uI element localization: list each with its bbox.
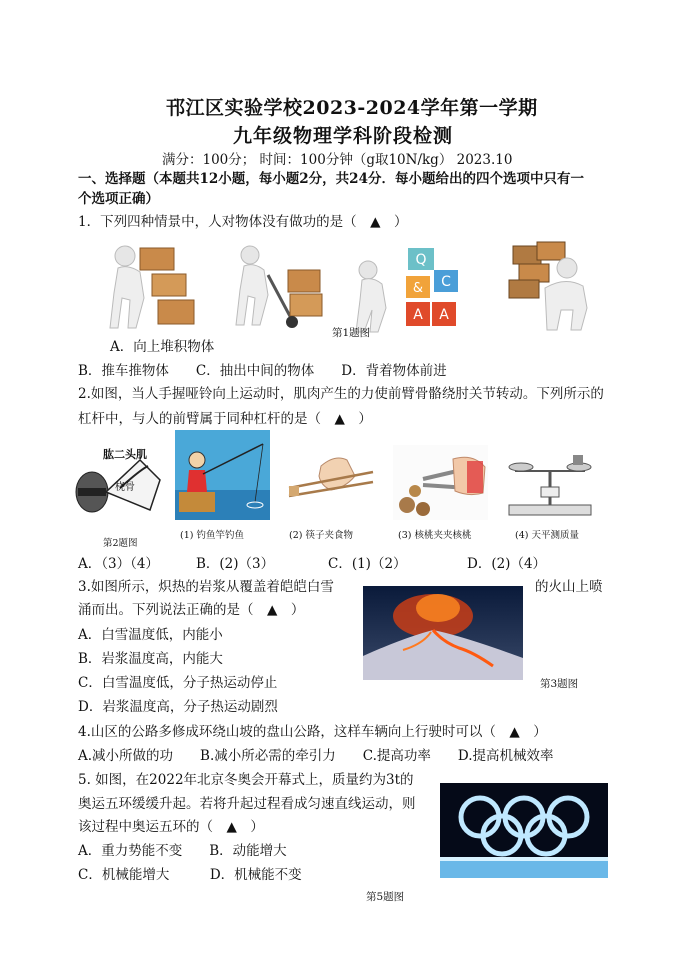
q2-label-bone: 桡骨 <box>115 482 135 493</box>
q3-option-b: B．岩浆温度高，内能大 <box>78 651 223 667</box>
exam-title: 邗江区实验学校2023-2024学年第一学期 <box>166 97 538 119</box>
q1-options-bcd: B．推车推物体 C．抽出中间的物体 D．背着物体前进 <box>78 363 447 379</box>
q3-option-c: C．白雪温度低，分子热运动停止 <box>78 675 278 691</box>
q1-image-letter-blocks <box>350 240 460 335</box>
q5-stem-line2: 奥运五环缓缓升起。若将升起过程看成匀速直线运动，则 <box>78 796 416 812</box>
q5-stem-line3: 该过程中奥运五环的（ ▲ ） <box>78 819 264 835</box>
q1-image-stacking-boxes <box>100 238 205 333</box>
q1-block-letter-4: A <box>413 307 423 323</box>
q2-option-b: B．(2)（3） <box>196 556 275 572</box>
q5-image-olympic-rings <box>440 783 608 878</box>
q2-figure-caption: 第2题图 <box>103 538 138 549</box>
q2-label-muscle: 肱二头肌 <box>103 448 147 461</box>
q2-image-chopsticks <box>285 446 375 516</box>
q1-option-a: A．向上堆积物体 <box>110 339 215 355</box>
q1-image-hand-truck <box>230 240 330 330</box>
q5-options-line1: A．重力势能不变 B．动能增大 <box>78 843 287 859</box>
q2-stem-line1: 2.如图，当人手握哑铃向上运动时，肌肉产生的力使前臂骨骼绕肘关节转动。下列所示的 <box>78 386 604 402</box>
q4-stem: 4.山区的公路多修成环绕山坡的盘山公路，这样车辆向上行驶时可以（ ▲ ） <box>78 724 547 740</box>
q2-option-d: D．(2)（4） <box>467 556 547 572</box>
q3-figure-caption: 第3题图 <box>540 678 579 690</box>
q3-stem-line1b: 的火山上喷 <box>535 579 603 595</box>
section-heading-line1: 一、选择题（本题共12小题，每小题2分，共24分．每小题给出的四个选项中只有一 <box>78 171 584 187</box>
q2-caption-3: (3) 核桃夹夹核桃 <box>398 530 472 541</box>
q2-image-fishing-rod <box>175 430 270 520</box>
q1-block-letter-2: C <box>441 274 451 290</box>
q1-figure-caption: 第1题图 <box>332 327 371 339</box>
q2-option-c: C．(1)（2） <box>328 556 407 572</box>
exam-meta: 满分：100分； 时间：100分钟（g取10N/kg） 2023.10 <box>162 152 513 168</box>
q1-block-letter-5: A <box>439 307 449 323</box>
q3-stem-line1a: 3.如图所示，炽热的岩浆从覆盖着皑皑白雪 <box>78 579 334 595</box>
q3-option-d: D．岩浆温度高，分子热运动剧烈 <box>78 699 278 715</box>
q1-block-letter-3: & <box>412 281 424 296</box>
q2-option-a: A．（3）（4） <box>78 556 159 572</box>
q5-figure-caption: 第5题图 <box>366 891 405 903</box>
q3-stem-line2: 涌而出。下列说法正确的是（ ▲ ） <box>78 602 305 618</box>
q2-caption-2: (2) 筷子夹食物 <box>289 530 353 541</box>
q2-image-nutcracker <box>393 445 488 520</box>
section-heading-line2: 个选项正确） <box>78 191 159 207</box>
q1-stem: 1．下列四种情景中，人对物体没有做功的是（ ▲ ） <box>78 214 408 230</box>
q3-image-volcano <box>363 586 523 680</box>
exam-subtitle: 九年级物理学科阶段检测 <box>233 125 454 147</box>
q3-option-a: A．白雪温度低，内能小 <box>78 627 223 643</box>
q1-image-carry-boxes <box>505 238 600 333</box>
q2-stem-line2: 杠杆中，与人的前臂属于同种杠杆的是（ ▲ ） <box>78 411 372 427</box>
q1-block-letter-1: Q <box>415 252 427 268</box>
q2-caption-1: (1) 钓鱼竿钓鱼 <box>180 530 244 541</box>
q5-stem-line1: 5. 如图，在2022年北京冬奥会开幕式上，质量约为3t的 <box>78 772 414 788</box>
q4-options: A.减小所做的功 B.减小所必需的牵引力 C.提高功率 D.提高机械效率 <box>78 748 554 764</box>
q2-image-balance <box>505 447 595 519</box>
q2-caption-4: (4) 天平测质量 <box>515 530 579 541</box>
q5-options-line2: C．机械能增大 D．机械能不变 <box>78 867 302 883</box>
